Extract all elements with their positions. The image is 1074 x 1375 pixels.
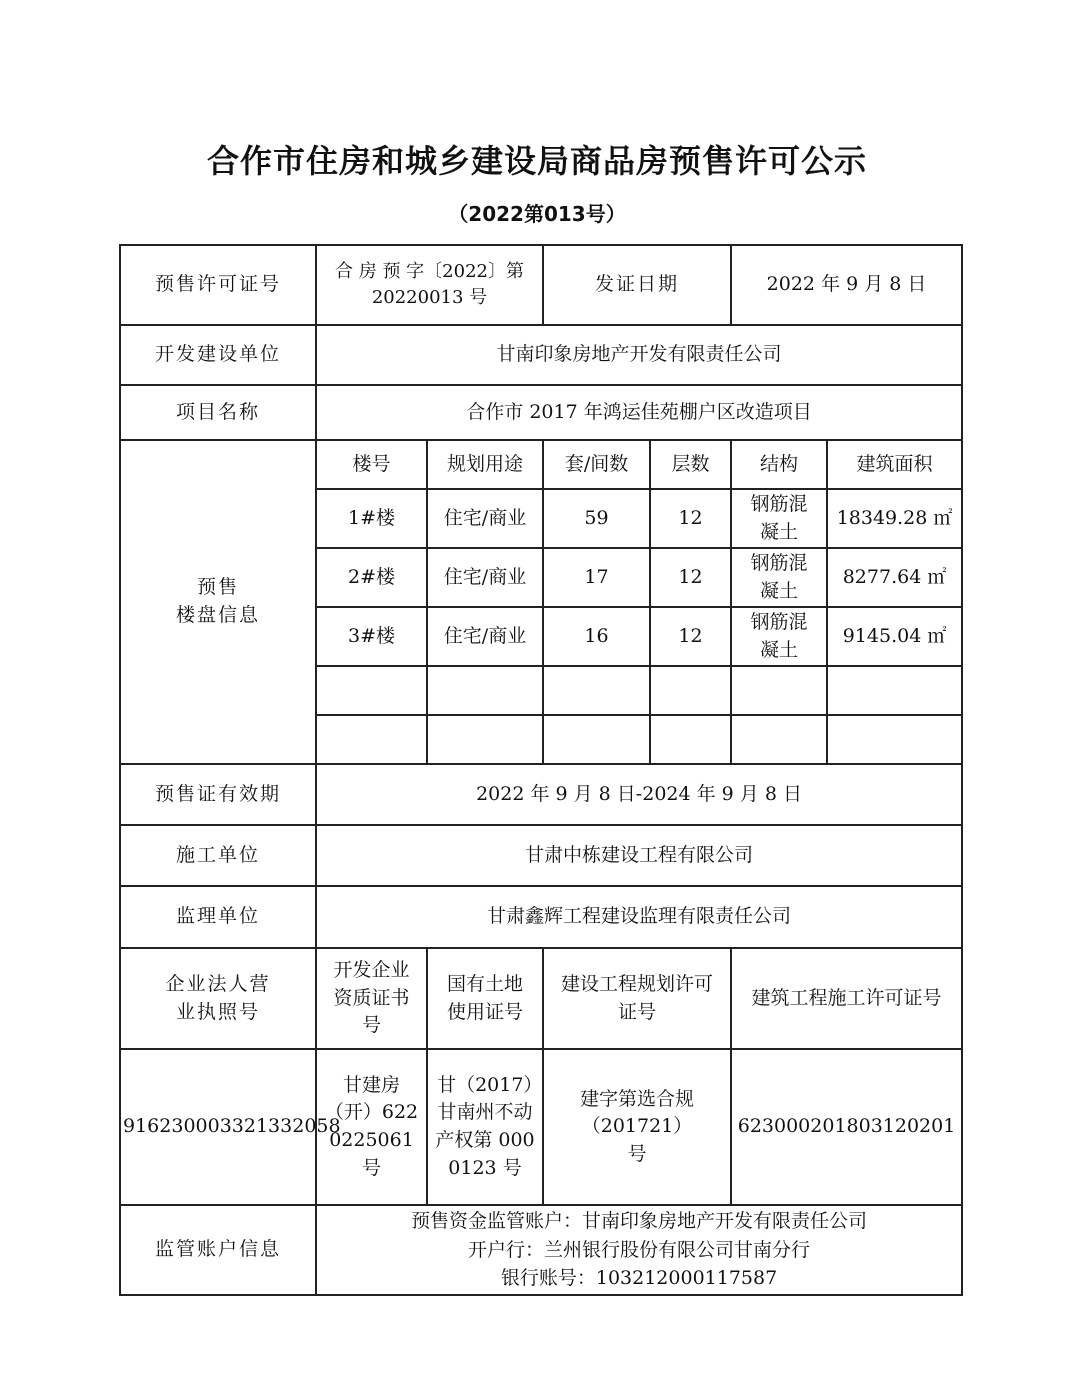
building-units: 59 <box>543 489 650 548</box>
developer-label: 开发建设单位 <box>120 325 316 385</box>
empty-cell <box>827 715 962 764</box>
building-units: 17 <box>543 548 650 607</box>
land-cert-header: 国有土地使用证号 <box>427 948 543 1049</box>
building-use: 住宅/商业 <box>427 548 543 607</box>
account-number: 银行账号：103212000117587 <box>500 1267 778 1290</box>
building-area: 18349.28 ㎡ <box>827 489 962 548</box>
building-structure: 钢筋混凝土 <box>731 548 827 607</box>
buildings-label-line1: 预售 <box>196 576 239 599</box>
building-floors: 12 <box>650 489 731 548</box>
empty-cell <box>731 715 827 764</box>
planning-permit-header: 建设工程规划许可证号 <box>543 948 731 1049</box>
construction-permit-header: 建筑工程施工许可证号 <box>731 948 962 1049</box>
issue-date-label: 发证日期 <box>543 245 731 325</box>
land-cert-value: 甘（2017）甘南州不动产权第 0000123 号 <box>427 1049 543 1205</box>
building-area: 9145.04 ㎡ <box>827 607 962 666</box>
building-structure: 钢筋混凝土 <box>731 607 827 666</box>
empty-cell <box>316 715 427 764</box>
building-structure: 钢筋混凝土 <box>731 489 827 548</box>
issue-date-value: 2022 年 9 月 8 日 <box>731 245 962 325</box>
constructor-value: 甘肃中栋建设工程有限公司 <box>316 825 962 886</box>
validity-label: 预售证有效期 <box>120 764 316 825</box>
supervisor-value: 甘肃鑫辉工程建设监理有限责任公司 <box>316 886 962 948</box>
qualification-cert-value: 甘建房（开）6220225061 号 <box>316 1049 427 1205</box>
building-no: 2#楼 <box>316 548 427 607</box>
empty-cell <box>316 666 427 715</box>
empty-cell <box>731 666 827 715</box>
header-use: 规划用途 <box>427 440 543 489</box>
header-structure: 结构 <box>731 440 827 489</box>
construction-permit-value: 623000201803120201 <box>731 1049 962 1205</box>
planning-permit-value: 建字第选合规（201721）号 <box>543 1049 731 1205</box>
project-name-value: 合作市 2017 年鸿运佳苑棚户区改造项目 <box>316 385 962 440</box>
building-units: 16 <box>543 607 650 666</box>
business-license-header: 企业法人营业执照号 <box>120 948 316 1049</box>
constructor-label: 施工单位 <box>120 825 316 886</box>
account-info <box>316 1205 962 1295</box>
account-name: 预售资金监管账户：甘南印象房地产开发有限责任公司 <box>411 1210 868 1233</box>
building-use: 住宅/商业 <box>427 607 543 666</box>
header-area: 建筑面积 <box>827 440 962 489</box>
document-number: （2022第013号） <box>448 202 626 226</box>
empty-cell <box>543 715 650 764</box>
building-no: 3#楼 <box>316 607 427 666</box>
buildings-label <box>120 440 316 764</box>
header-building-no: 楼号 <box>316 440 427 489</box>
header-units: 套/间数 <box>543 440 650 489</box>
supervisor-label: 监理单位 <box>120 886 316 948</box>
qualification-cert-header: 开发企业资质证书号 <box>316 948 427 1049</box>
building-floors: 12 <box>650 607 731 666</box>
building-no: 1#楼 <box>316 489 427 548</box>
empty-cell <box>827 666 962 715</box>
permit-number-value: 合 房 预 字〔2022〕第 20220013 号 <box>316 245 543 325</box>
empty-cell <box>427 666 543 715</box>
page-title: 合作市住房和城乡建设局商品房预售许可公示 <box>206 142 867 180</box>
account-label: 监管账户信息 <box>120 1205 316 1295</box>
project-name-label: 项目名称 <box>120 385 316 440</box>
empty-cell <box>650 666 731 715</box>
building-area: 8277.64 ㎡ <box>827 548 962 607</box>
permit-number-label: 预售许可证号 <box>120 245 316 325</box>
empty-cell <box>543 666 650 715</box>
developer-value: 甘南印象房地产开发有限责任公司 <box>316 325 962 385</box>
empty-cell <box>650 715 731 764</box>
empty-cell <box>427 715 543 764</box>
building-floors: 12 <box>650 548 731 607</box>
building-use: 住宅/商业 <box>427 489 543 548</box>
business-license-value: 916230003321332058 <box>120 1049 316 1205</box>
validity-value: 2022 年 9 月 8 日-2024 年 9 月 8 日 <box>316 764 962 825</box>
buildings-label-line2: 楼盘信息 <box>175 604 260 626</box>
header-floors: 层数 <box>650 440 731 489</box>
permit-table <box>119 244 963 1296</box>
account-bank: 开户行：兰州银行股份有限公司甘南分行 <box>468 1238 811 1261</box>
